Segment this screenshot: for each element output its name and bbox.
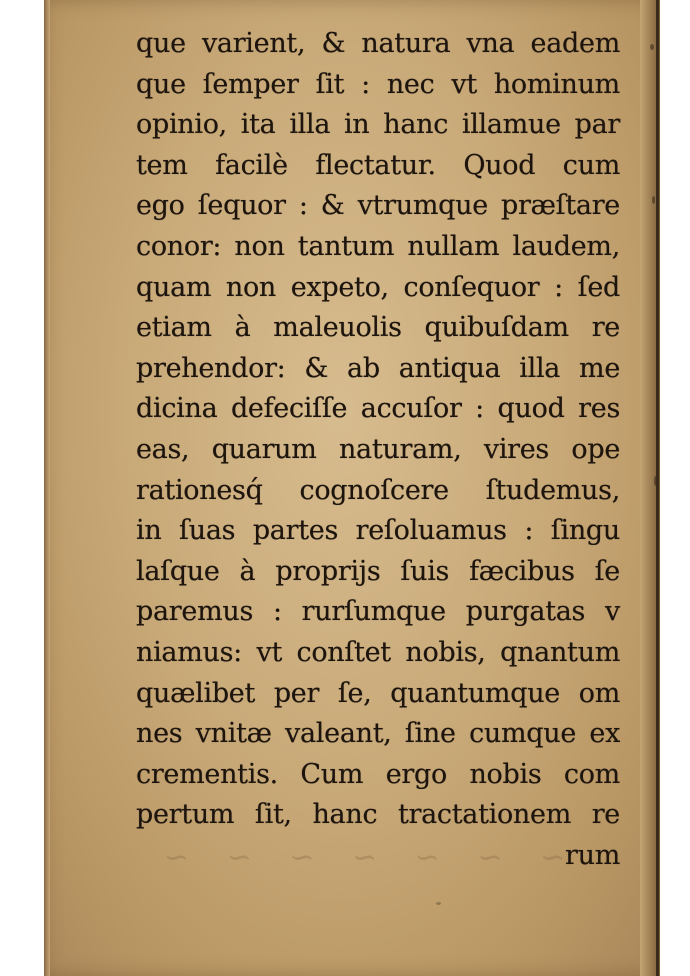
text-line: laſque à proprijs ſuis fæcibus ſe <box>136 555 620 587</box>
text-line: quam non expeto, conſequor : ſed <box>136 271 620 303</box>
text-line: rationesq́ cognoſcere ſtudemus, <box>136 474 620 506</box>
text-line: quælibet per ſe, quantumque om <box>136 677 620 709</box>
text-line: tem facilè flectatur. Quod cum <box>136 149 620 181</box>
text-line: que ſemper ſit : nec vt hominum <box>136 68 620 100</box>
text-line: in ſuas partes reſoluamus : ſingu <box>136 515 620 547</box>
text-line: niamus: vt conſtet nobis, qnantum <box>136 636 620 668</box>
show-through-text: ~ ~ ~ ~ ~ ~ ~ <box>150 840 566 875</box>
ink-speck <box>654 476 657 486</box>
text-line: crementis. Cum ergo nobis com <box>136 758 620 790</box>
text-line: dicina defeciſſe accuſor : quod res <box>136 393 620 425</box>
ink-speck <box>650 44 654 50</box>
text-line: que varient, & natura vna eadem <box>136 28 620 59</box>
ink-speck <box>436 902 441 905</box>
catchword: rum <box>565 839 620 871</box>
page-left-edge <box>44 0 50 976</box>
text-line: etiam à maleuolis quibuſdam re <box>136 312 620 344</box>
body-text <box>136 24 620 876</box>
text-line: nes vnitæ valeant, ſine cumque ex <box>136 718 620 750</box>
text-line: paremus : rurſumque purgatas v <box>136 596 620 628</box>
ink-speck <box>652 196 655 204</box>
text-line: eas, quarum naturam, vires ope <box>136 433 620 465</box>
text-line: opinio, ita illa in hanc illamue par <box>136 109 620 141</box>
text-line: pertum ſit, hanc tractationem re <box>136 799 620 831</box>
scan-border-rule <box>656 0 659 976</box>
text-line: conor: non tantum nullam laudem, <box>136 230 620 262</box>
text-line: ego ſequor : & vtrumque præſtare <box>136 190 620 222</box>
text-line: prehendor: & ab antiqua illa me <box>136 352 620 384</box>
